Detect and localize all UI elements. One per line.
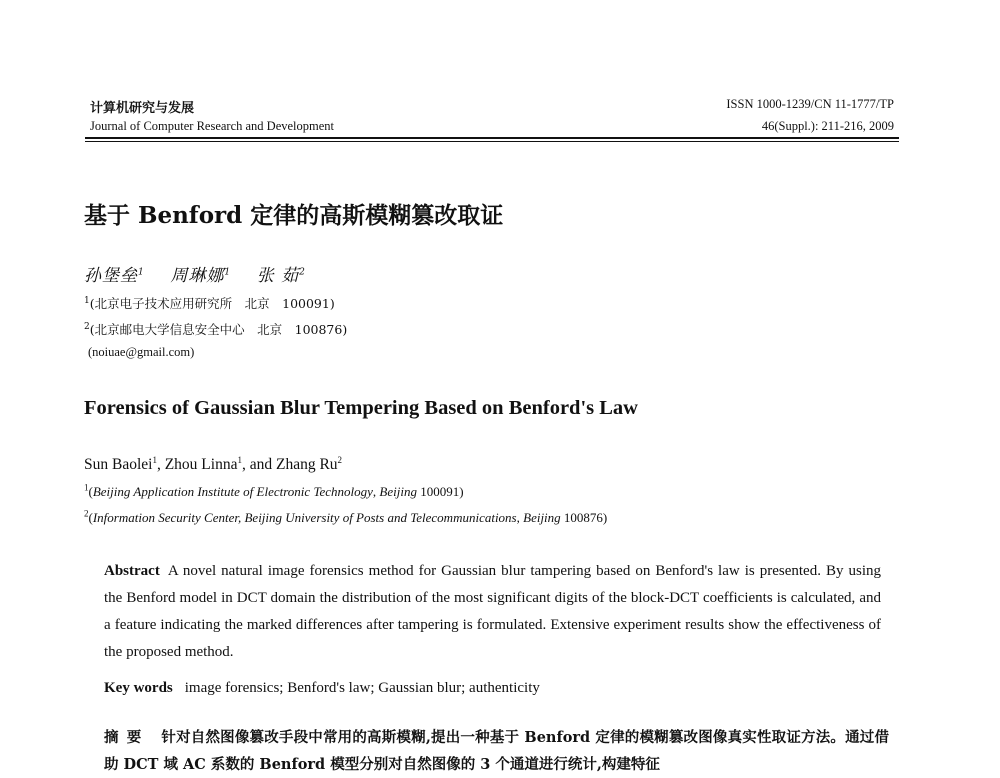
affiliation-en-1: $^1$(Beijing Application Institute of Electronic Technology, Beijing 100091) bbox=[84, 482, 464, 499]
authors-en bbox=[84, 456, 342, 474]
keywords-text: image forensics; Benford's law; Gaussian blur; authenticity bbox=[184, 680, 540, 696]
author-cn-name: 孙堡垒 bbox=[84, 266, 138, 286]
author-en-sup: 1 bbox=[152, 454, 157, 465]
abstract-en bbox=[104, 558, 881, 666]
author-en-sep: , bbox=[156, 456, 165, 473]
affiliation-cn-2 bbox=[84, 320, 347, 338]
affiliation-sup: 2 bbox=[84, 321, 90, 332]
affiliation-text: (北京电子技术应用研究所 北京 100091) bbox=[89, 296, 335, 311]
journal-name-cn: 计算机研究与发展 bbox=[90, 101, 195, 116]
author-en-name: Zhang Ru bbox=[275, 456, 338, 473]
author-en-sup: 2 bbox=[337, 454, 343, 465]
volume-pages: 46(Suppl.): 211-216, 2009 bbox=[761, 119, 894, 133]
affiliation-cn-1 bbox=[84, 294, 335, 312]
abstract-text: A novel natural image forensics method for Gaussian blur tampering based on Benford's law is presented. By using the Benford model in DCT domain the distribution of the most significant digits of the block-DCT coefficients is calculated, and a feature indicating the marked differences after tampering is formulated. Extensive experiment results show the effectiveness of the proposed method. bbox=[104, 563, 881, 660]
authors-cn bbox=[84, 261, 306, 286]
institution: Information Security Center, Beijing University of Posts and Telecommunications bbox=[92, 510, 517, 525]
author-en-sup: 1 bbox=[237, 454, 242, 465]
affiliation-en-2: $^2$(Information Security Center, Beijing University of Posts and Telecommunications, Beijing 100876) bbox=[84, 508, 608, 525]
paper-title-cn: 基于 Benford 定律的高斯模糊篡改取证 bbox=[84, 202, 504, 229]
affiliation-text: (北京邮电大学信息安全中心 北京 100876) bbox=[89, 322, 348, 337]
author-en-sep: , and bbox=[241, 456, 276, 473]
paper-title-en: Forensics of Gaussian Blur Tempering Based on Benford's Law bbox=[84, 397, 638, 419]
header-rule-thin bbox=[85, 141, 899, 142]
postcode: 100091 bbox=[420, 484, 460, 499]
abstract-label: Abstract bbox=[104, 563, 160, 579]
abstract-cn bbox=[104, 724, 889, 778]
abstract-cn-label: 摘要 bbox=[104, 729, 150, 746]
author-cn-sup: 2 bbox=[299, 267, 306, 278]
affiliation-sup: 2 bbox=[84, 508, 89, 519]
city: Beijing bbox=[523, 510, 561, 525]
author-cn-name: 张 茹 bbox=[256, 266, 300, 286]
author-en-name: Sun Baolei bbox=[84, 456, 153, 473]
abstract-cn-text: 针对自然图像篡改手段中常用的高斯模糊,提出一种基于 Benford 定律的模糊篡改图像真实性取证方法。通过借助 DCT 域 AC 系数的 Benford 模型分别对自然图像的 3 个通道进行统计,构建特征 bbox=[104, 729, 890, 773]
author-en-name: Zhou Linna bbox=[164, 456, 238, 473]
header-rule-thick bbox=[85, 137, 899, 139]
author-cn-sup: 1 bbox=[224, 267, 232, 278]
affiliation-sup: 1 bbox=[84, 295, 90, 306]
city: Beijing bbox=[379, 484, 417, 499]
author-email: (noiuae@gmail.com) bbox=[88, 345, 195, 359]
institution: Beijing Application Institute of Electronic Technology bbox=[92, 484, 373, 499]
affiliation-sup: 1 bbox=[84, 482, 89, 493]
postcode: 100876 bbox=[563, 510, 603, 525]
keywords-label: Key words bbox=[104, 680, 173, 696]
issn-line: ISSN 1000-1239/CN 11-1777/TP bbox=[726, 97, 894, 111]
author-cn-name: 周琳娜 bbox=[170, 266, 225, 286]
journal-name-en: Journal of Computer Research and Development bbox=[90, 119, 335, 133]
keywords bbox=[104, 680, 540, 697]
author-cn-sup: 1 bbox=[138, 267, 145, 278]
